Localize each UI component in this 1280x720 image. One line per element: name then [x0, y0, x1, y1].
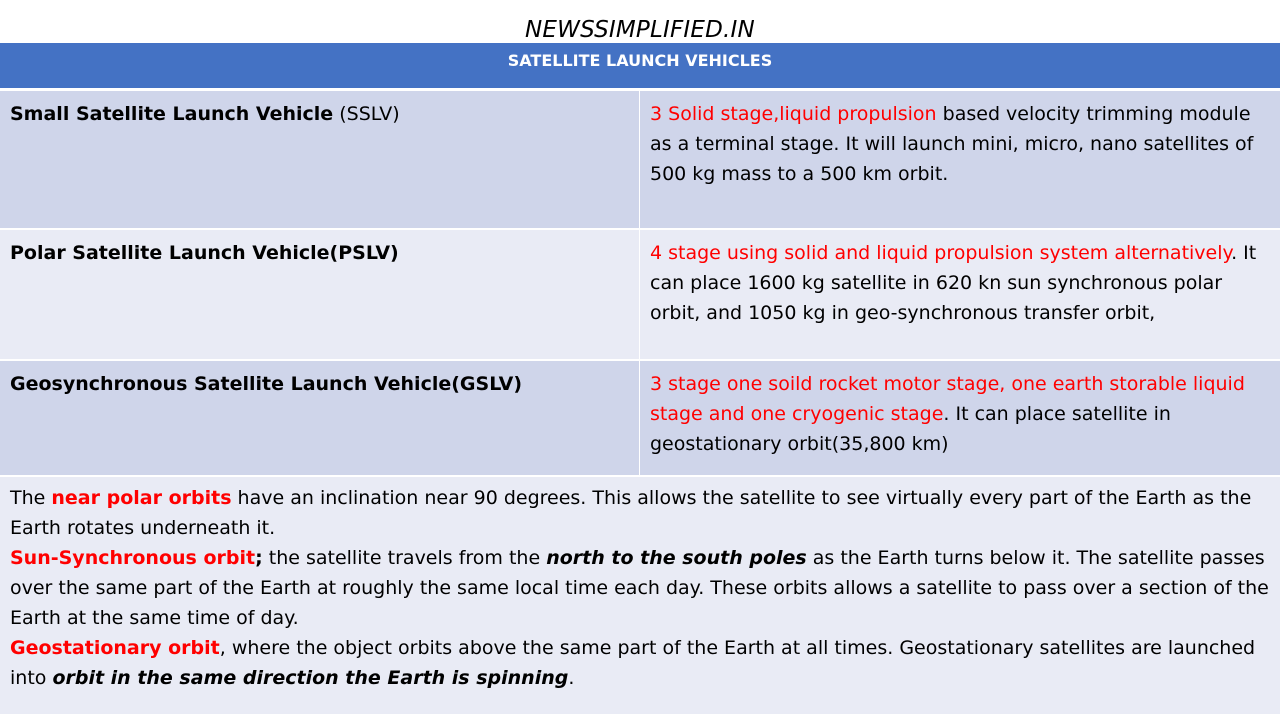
orbit-notes	[0, 477, 1280, 714]
site-title: NEWSSIMPLIFIED.IN	[525, 17, 755, 43]
vehicle-name: Geosynchronous Satellite Launch Vehicle(GSLV)	[10, 373, 523, 395]
note-term: Sun-Synchronous orbit	[10, 547, 256, 569]
launch-vehicles-table	[0, 43, 1280, 714]
description-text: . It can place 1600 kg satellite in 620 kn sun synchronous polar orbit, and 1050 kg in geo-synchronous transfer orbit,	[650, 242, 1257, 324]
vehicle-description-cell	[640, 230, 1280, 359]
vehicle-name-cell	[0, 361, 640, 475]
vehicle-name: Polar Satellite Launch Vehicle(PSLV)	[10, 242, 399, 264]
vehicle-name: Small Satellite Launch Vehicle	[10, 103, 334, 125]
description-highlight: 3 stage one soild rocket motor stage, one earth storable liquid stage and one cryogenic stage	[650, 373, 1245, 425]
vehicle-name-cell	[0, 91, 640, 228]
note-punct: ;	[255, 547, 263, 569]
note-text: The	[10, 487, 52, 509]
vehicle-abbr: (SSLV)	[333, 103, 400, 125]
note-text: as the Earth turns below it. The satellite passes over the same part of the Earth at roughly the same local time each day. These orbits allows a satellite to pass over a section of the Earth at the same time of day.	[10, 547, 1269, 629]
table-row	[0, 230, 1280, 361]
vehicle-description-cell	[640, 361, 1280, 475]
note-text: , where the object orbits above the same part of the Earth at all times. Geostationary satellites are launched into	[10, 637, 1256, 689]
vehicle-description-cell	[640, 91, 1280, 228]
note-sun-synchronous-orbit	[10, 543, 1270, 633]
table-row	[0, 91, 1280, 230]
note-text: .	[568, 667, 575, 689]
note-term: Geostationary orbit	[10, 637, 220, 659]
description-text: based velocity trimming module as a terminal stage. It will launch mini, micro, nano satellites of 500 kg mass to a 500 km orbit.	[650, 103, 1254, 185]
note-text: have an inclination near 90 degrees. This allows the satellite to see virtually every part of the Earth as the Earth rotates underneath it.	[10, 487, 1252, 539]
note-polar-orbit	[10, 483, 1270, 543]
note-geostationary-orbit	[10, 633, 1270, 693]
note-text: the satellite travels from the	[262, 547, 547, 569]
note-emphasis: north to the south poles	[546, 547, 807, 569]
table-header: SATELLITE LAUNCH VEHICLES	[0, 43, 1280, 91]
note-emphasis: orbit in the same direction the Earth is spinning	[52, 667, 569, 689]
vehicle-name-cell	[0, 230, 640, 359]
description-highlight: 4 stage using solid and liquid propulsion system alternatively	[650, 242, 1232, 264]
description-highlight: 3 Solid stage,liquid propulsion	[650, 103, 937, 125]
description-text: . It can place satellite in geostationary orbit(35,800 km)	[650, 403, 1171, 455]
table-row	[0, 361, 1280, 477]
note-term: near polar orbits	[51, 487, 232, 509]
